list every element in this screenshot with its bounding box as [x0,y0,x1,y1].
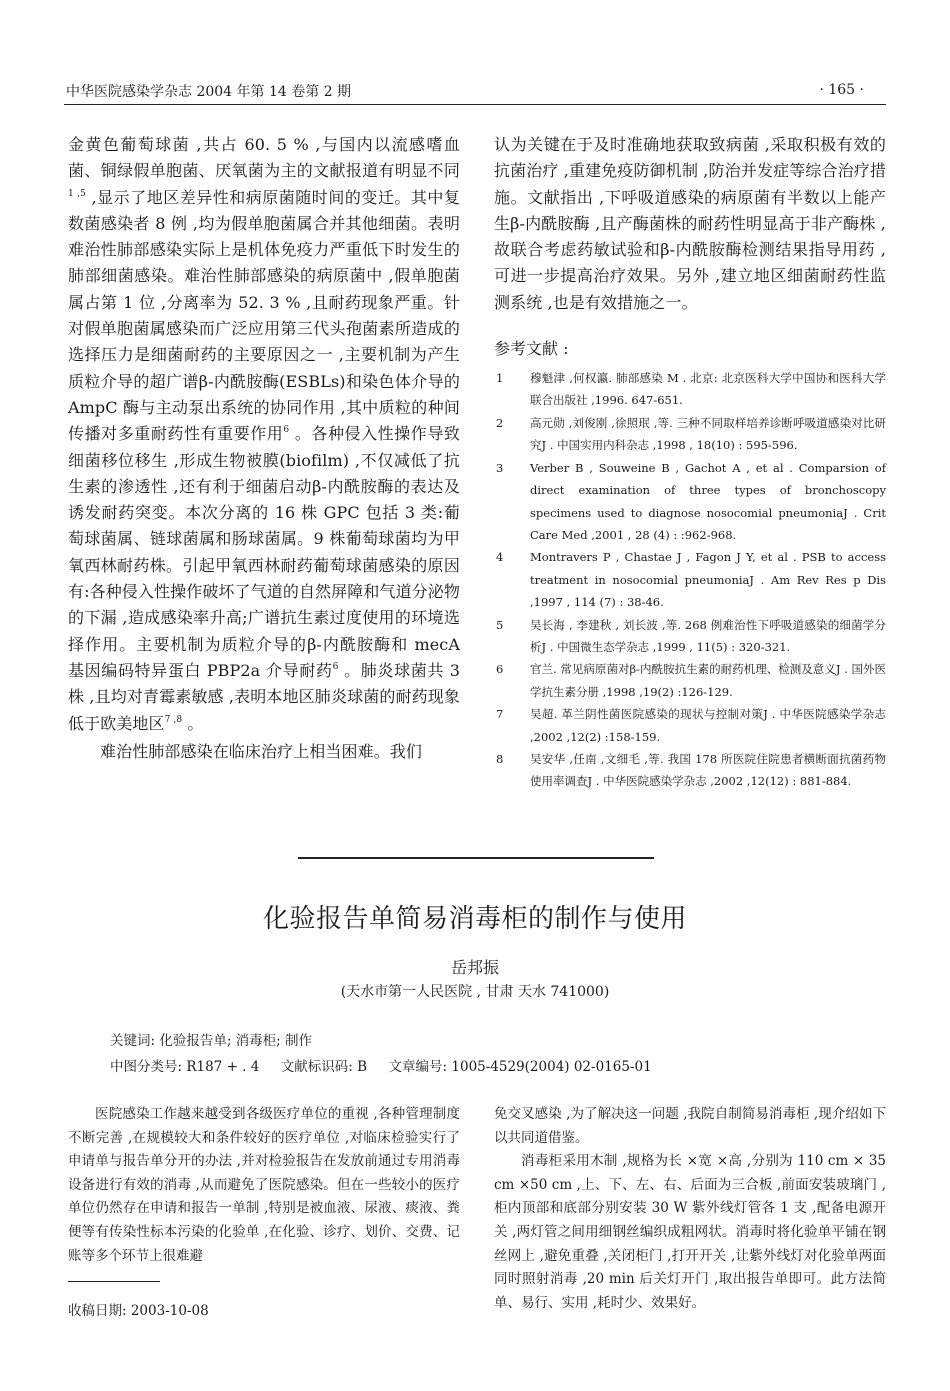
text-run: 。各种侵入性操作导致细菌移位移生 ,形成生物被膜(biofilm) ,不仅减低了抗生素的渗透性 ,还有利于细菌启动β-内酰胺酶的表达及诱发耐药突变。本次分离的 16 株 GPC 包括 3 类:葡萄球菌属、链球菌属和肠球菌属。9 株葡萄球菌均为甲氧西林耐药株。引起甲氧西林耐药葡萄球菌感染的原因有:各种侵入性操作破坏了气道的自然屏障和气道分泌物的下漏 ,造成感染率升高;广谱抗生素过度使用的环境选择作用。主要机制为质粒介导的β-内酰胺酶和 mecA 基因编码特异蛋白 PBP2a 介导耐药 [68,424,460,680]
reference-number: 7 [496,707,504,722]
reference-text: 官兰. 常见病原菌对β-内酰胺抗生素的耐药机理、检测及意义J . 国外医学抗生素分册 ,1998 ,19(2) :126-129. [530,662,886,699]
reference-text: 吴安华 ,任南 ,文细毛 ,等. 我国 178 所医院住院患者横断面抗菌药物使用率调查J . 中华医院感染学杂志 ,2002 ,12(12) : 881-884. [530,751,886,789]
text-run: 。 [182,713,204,733]
reference-number: 6 [496,662,504,677]
body-paragraph: 免交叉感染 ,为了解决这一问题 ,我院自制简易消毒柜 ,现介绍如下以共同道借鉴。 [494,1106,886,1146]
text-run: ,显示了地区差异性和病原菌随时间的变迁。其中复数菌感染者 8 例 ,均为假单胞菌属合并其他细菌。表明难治性肺部感染实际上是机体免疫力严重低下时发生的肺部细菌感染。难治性肺部感染的病原菌中 ,假单胞菌属占第 1 位 ,分离率为 52. 3 % ,且耐药现象严重。针对假单胞菌属感染而广泛应用第三代头孢菌素所造成的选择压力是细菌耐药的主要原因之一 ,主要机制为产生质粒介导的超广谱β-内酰胺酶(ESBLs)和染色体介导的 AmpC 酶与主动泵出系统的协同作用 ,其中质粒的种间传播对多重耐药性有重要作用 [68,187,460,444]
reference-item [494,748,886,793]
reference-item [494,703,886,748]
reference-text: 吴超. 革兰阴性菌医院感染的现状与控制对策J . 中华医院感染学杂志 ,2002 ,12(2) :158-159. [530,707,886,744]
reference-item [494,614,886,659]
citation: 7 ,8 [164,714,183,725]
lower-left-column [68,1103,460,1268]
reference-text: Verber B , Souweine B , Gachot A , et al . Comparsion of direct examination of three types of bronchoscopy specimens used to diagnose nosocomial pneumoniaJ . Crit Care Med ,2001 , 28 (4) : :962-968. [530,460,886,542]
citation: 6 [332,661,339,672]
journal-issue: 中华医院感染学杂志 2004 年第 14 卷第 2 期 [66,84,352,100]
upper-left-column [68,132,460,765]
body-paragraph: 医院感染工作越来越受到各级医疗单位的重视 ,各种管理制度不断完善 ,在规模较大和条件较好的医疗单位 ,对临床检验实行了申请单与报告单分开的办法 ,并对检验报告在发放前通过专用消毒设备进行有效的消毒 ,从而避免了医院感染。但在一些较小的医疗单位仍然存在申请和报告一单制 ,特别是被血液、尿液、痰液、粪便等有传染性标本污染的化验单 ,在化验、诊疗、划价、交费、记账等多个环节上很难避 [68,1106,460,1264]
section-divider [298,857,654,859]
reference-text: 穆魁津 ,何权瀛. 肺部感染 M . 北京: 北京医科大学中国协和医科大学联合出版社 ,1996. 647-651. [530,371,886,408]
article-title: 化验报告单简易消毒柜的制作与使用 [262,904,687,934]
reference-number: 8 [496,751,504,766]
keywords: 关键词: 化验报告单; 消毒柜; 制作 [110,1033,313,1049]
references-heading: 参考文献 : [494,339,569,359]
reference-number: 5 [496,617,504,632]
body-paragraph: 消毒柜采用木制 ,规格为长 ×宽 ×高 ,分别为 110 cm × 35 cm ×50 cm ,上、下、左、右、后面为三合板 ,前面安装玻璃门 ,柜内顶部和底部分别安装 30 W 紫外线灯管各 1 支 ,配备电源开关 ,两灯管之间用细钢丝编织成粗网状。消毒时将化验单平铺在钢丝网上 ,避免重叠 ,关闭柜门 ,打开开关 ,让紫外线灯对化验单两面同时照射消毒 ,20 min 后关灯开门 ,取出报告单即可。此方法简单、易行、实用 ,耗时少、效果好。 [494,1153,886,1311]
reference-number: 3 [496,460,504,475]
classification-line [110,1055,652,1075]
author-affiliation: (天水市第一人民医院 , 甘肃 天水 741000) [340,984,610,1000]
body-paragraph: 认为关键在于及时准确地获取致病菌 ,采取积极有效的抗菌治疗 ,重建免疫防御机制 ,防治并发症等综合治疗措施。文献指出 ,下呼吸道感染的病原菌有半数以上能产生β-内酰胺酶 ,且产酶菌株的耐药性明显高于非产酶株 ,故联合考虑药敏试验和β-内酰胺酶检测结果指导用药 ,可进一步提高治疗效果。另外 ,建立地区细菌耐药性监测系统 ,也是有效措施之一。 [494,135,886,312]
text-run: 金黄色葡萄球菌 ,共占 60. 5 % ,与国内以流感嗜血菌、铜绿假单胞菌、厌氧菌为主的文献报道有明显不同 [68,135,460,181]
author-name: 岳邦振 [450,958,499,977]
lower-right-column [494,1103,886,1315]
reference-item [494,367,886,412]
running-header [64,76,886,105]
upper-right-column [494,132,886,793]
received-date: 收稿日期: 2003-10-08 [68,1303,209,1319]
body-paragraph: 难治性肺部感染在临床治疗上相当困难。我们 [100,741,423,761]
reference-number: 1 [496,371,504,386]
reference-text: 吴长海 , 李建秋 , 刘长波 ,等. 268 例难治性下呼吸道感染的细菌学分析J . 中国微生态学杂志 ,1999 , 11(5) : 320-321. [530,617,886,654]
reference-item [494,412,886,457]
reference-item [494,658,886,703]
citation: 6 [283,425,290,436]
reference-text: 高元勋 ,刘俊刚 ,徐照珉 ,等. 三种不同取样培养诊断呼吸道感染对比研究J . 中国实用内科杂志 ,1998 , 18(10) : 595-596. [530,415,886,453]
reference-number: 4 [496,550,504,565]
reference-number: 2 [496,415,504,430]
body-paragraph [68,132,460,737]
page-number: · 165 · [819,82,864,98]
reference-item [494,457,886,547]
clc-number: 中图分类号: R187 + . 4 [110,1059,260,1075]
reference-item [494,546,886,613]
footnote-rule [68,1281,160,1282]
text-run: 。肺炎球菌共 3 株 ,且均对青霉素敏感 ,表明本地区肺炎球菌的耐药现象低于欧美地区 [68,660,460,733]
reference-text: Montravers P , Chastae J , Fagon J Y, et al . PSB to access treatment in nosocomial pneumoniaJ . Am Rev Res p Dis ,1997 , 114 (7) : 38-46. [530,550,886,610]
article-number: 文章编号: 1005-4529(2004) 02-0165-01 [388,1059,652,1075]
citation: 1 ,5 [68,188,86,199]
document-code: 文献标识码: B [280,1059,368,1075]
reference-list [494,367,886,793]
